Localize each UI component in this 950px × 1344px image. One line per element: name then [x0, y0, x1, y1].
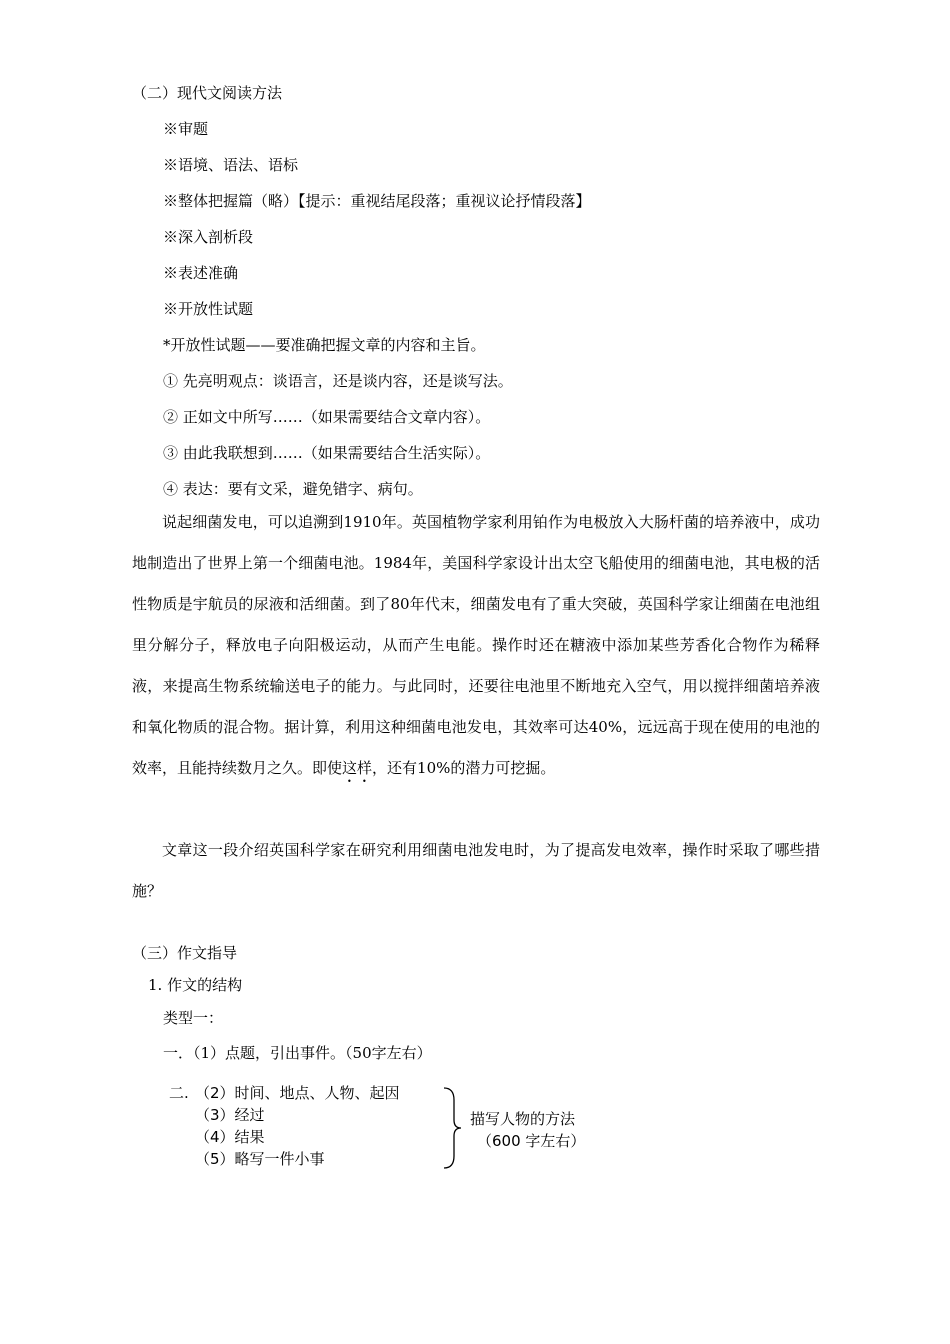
passage-tail: ，还有10%的潜力可挖掘。: [372, 759, 556, 777]
diagram-line: （5）略写一件小事: [195, 1150, 325, 1168]
method-item: ※审题: [163, 120, 209, 138]
structure-type: 类型一：: [163, 1009, 224, 1027]
answer-step: ① 先亮明观点：谈语言，还是谈内容，还是谈写法。: [163, 372, 513, 390]
reading-passage: [132, 502, 820, 789]
answer-step: ③ 由此我联想到……（如果需要结合生活实际）。: [163, 444, 491, 462]
structure-part-one: 一．（1）点题，引出事件。（50字左右）: [163, 1044, 432, 1062]
method-item: ※深入剖析段: [163, 228, 254, 246]
diagram-line: （3）经过: [195, 1106, 265, 1124]
structure-subheading: 1. 作文的结构: [148, 976, 243, 994]
method-item: ※表述准确: [163, 264, 239, 282]
passage-text: 说起细菌发电，可以追溯到1910年。英国植物学家利用铂作为电极放入大肠杆菌的培养液中，成功地制造出了世界上第一个细菌电池。1984年，美国科学家设计出太空飞船使用的细菌电池，其电极的活性物质是宇航员的尿液和活细菌。到了80年代末，细菌发电有了重大突破，英国科学家让细菌在电池组里分解分子，释放电子向阳极运动，从而产生电能。操作时还在糖液中添加某些芳香化合物作为稀释液，来提高生物系统输送电子的能力。与此同时，还要往电池里不断地充入空气，用以搅拌细菌培养液和氧化物质的混合物。据计算，利用这种细菌电池发电，其效率可达40%，远远高于现在使用的电池的效率，且能持续数月之久。即使: [132, 513, 820, 777]
diagram-part-label: 二.: [169, 1084, 189, 1102]
open-question-title: *开放性试题——要准确把握文章的内容和主旨。: [163, 336, 486, 354]
diagram-note: 描写人物的方法: [470, 1110, 576, 1128]
section3-heading: （三）作文指导: [132, 944, 238, 962]
method-item: ※开放性试题: [163, 300, 254, 318]
passage-emphasis: 这样: [342, 759, 373, 777]
section2-heading: （二）现代文阅读方法: [132, 84, 283, 102]
method-item: ※语境、语法、语标: [163, 156, 299, 174]
answer-step: ④ 表达：要有文采，避免错字、病句。: [163, 480, 423, 498]
diagram-line: （2）时间、地点、人物、起因: [195, 1084, 400, 1102]
method-item: ※整体把握篇（略）【提示：重视结尾段落；重视议论抒情段落】: [163, 192, 591, 210]
diagram-line: （4）结果: [195, 1128, 265, 1146]
reading-question: 文章这一段介绍英国科学家在研究利用细菌电池发电时，为了提高发电效率，操作时采取了哪些措施？: [132, 841, 820, 900]
curly-brace-icon: [442, 1086, 462, 1170]
answer-step: ② 正如文中所写……（如果需要结合文章内容）。: [163, 408, 491, 426]
structure-diagram: [165, 1078, 605, 1178]
diagram-note-length: （600 字左右）: [477, 1132, 586, 1150]
